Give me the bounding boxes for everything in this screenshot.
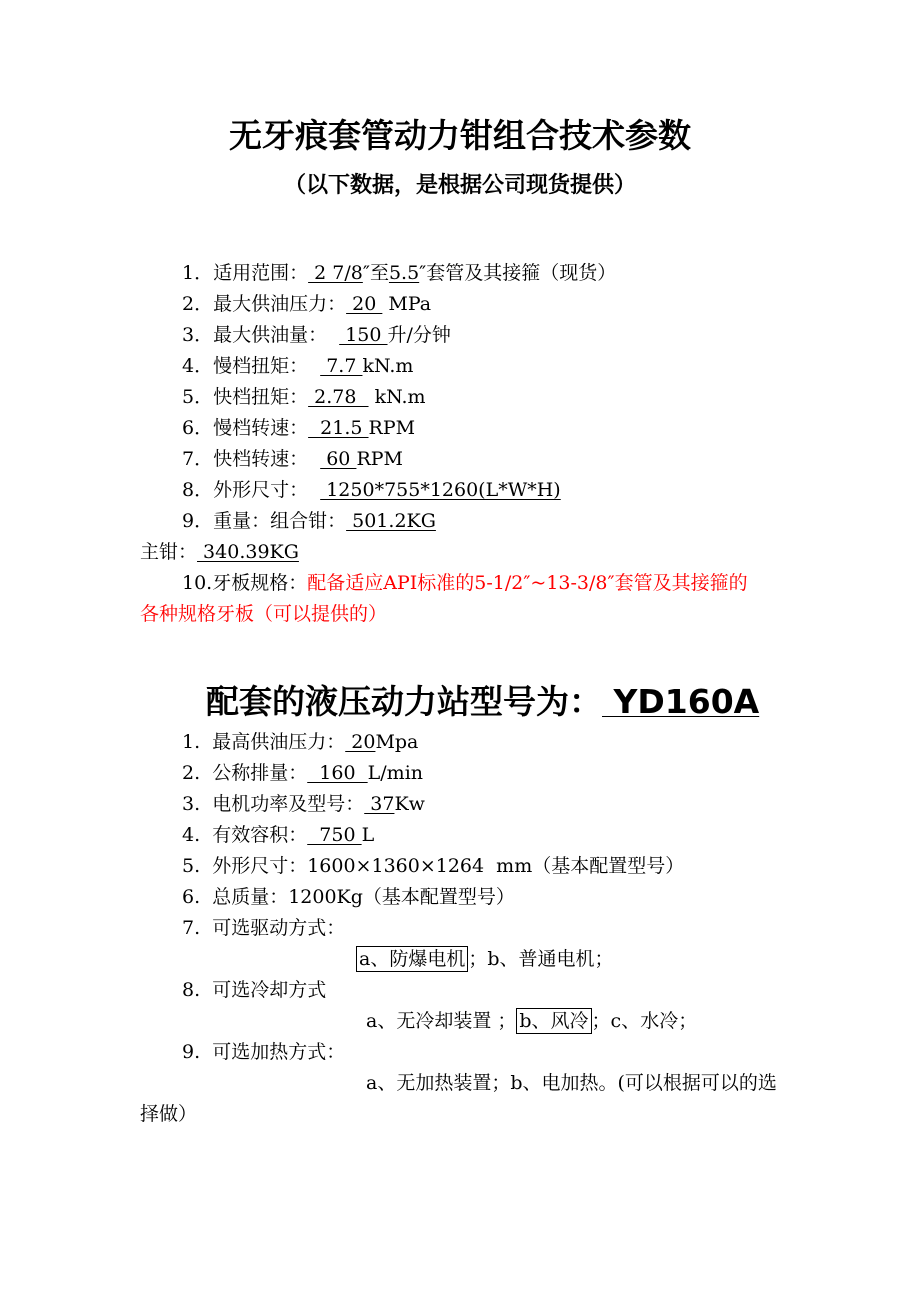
drive-option-explosion-proof: a、防爆电机 [356, 946, 468, 972]
spec-high-torque: 5．快档扭矩： 2.78 kN.m [182, 386, 426, 408]
cooling-option-air: b、风冷 [516, 1008, 591, 1034]
station-volume: 4. 有效容积： 750 L [182, 824, 375, 846]
station-cooling-options: a、无冷却装置 ； b、风冷 ；c、水冷； [366, 1010, 698, 1032]
spec-weight: 9．重量：组合钳： 501.2KG [182, 510, 436, 532]
station-drive-options: a、防爆电机 ；b、普通电机； [356, 947, 614, 971]
station-heating-label: 9. 可选加热方式： [182, 1041, 346, 1063]
station-cooling-label: 8. 可选冷却方式 [182, 979, 327, 1001]
station-heating-options: a、无加热装置；b、电加热。(可以根据可以的选 [366, 1072, 777, 1094]
spec-main-tong-weight: 主钳： 340.39KG [140, 541, 299, 563]
spec-high-speed: 7．快档转速： 60 RPM [182, 448, 403, 470]
jaw-plate-note: 配备适应API标准的5-1/2″~13-3/8″套管及其接箍的 [307, 572, 748, 594]
station-drive-label: 7. 可选驱动方式： [182, 917, 346, 939]
spec-range: 1．适用范围： 2 7/8″至5.5″套管及其接箍（现货） [182, 262, 617, 284]
jaw-plate-note-cont: 各种规格牙板（可以提供的） [140, 603, 388, 625]
station-mass: 6. 总质量：1200Kg（基本配置型号） [182, 886, 515, 908]
station-max-pressure: 1. 最高供油压力： 20Mpa [182, 731, 419, 753]
station-motor-power: 3. 电机功率及型号： 37Kw [182, 793, 425, 815]
station-displacement: 2. 公称排量： 160 L/min [182, 762, 424, 784]
station-heading: 配套的液压动力站型号为： YD160A [206, 682, 760, 721]
station-dimensions: 5. 外形尺寸：1600×1360×1264 mm（基本配置型号） [182, 855, 685, 877]
spec-max-pressure: 2．最大供油压力： 20 MPa [182, 293, 432, 315]
station-model: YD160A [602, 682, 760, 721]
station-heating-options-cont: 择做） [140, 1103, 198, 1125]
spec-jaw-plates: 10.牙板规格：配备适应API标准的5-1/2″~13-3/8″套管及其接箍的 [182, 572, 748, 594]
spec-dimensions: 8．外形尺寸： 1250*755*1260(L*W*H) [182, 479, 561, 501]
spec-low-torque: 4．慢档扭矩： 7.7 kN.m [182, 355, 414, 377]
document-title: 无牙痕套管动力钳组合技术参数 [229, 116, 691, 155]
spec-low-speed: 6．慢档转速： 21.5 RPM [182, 417, 416, 439]
document-subtitle: （以下数据，是根据公司现货提供） [283, 173, 636, 198]
spec-max-flow: 3．最大供油量： 150 升/分钟 [182, 324, 451, 346]
